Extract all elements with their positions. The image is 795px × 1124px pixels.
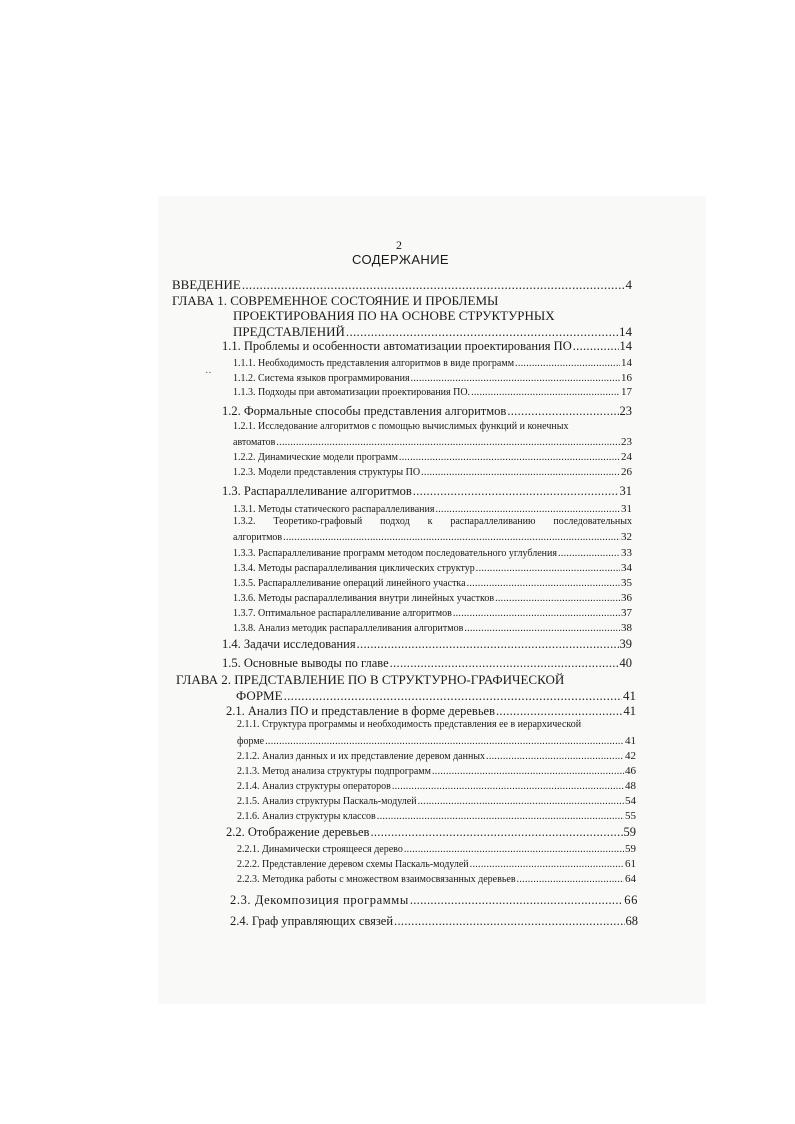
toc-subsection-1-1-2[interactable] xyxy=(233,372,632,384)
toc-entry-text: 1.2.2. Динамические модели программ xyxy=(233,452,398,463)
toc-page-number: 17 xyxy=(621,386,632,398)
toc-page-number: 16 xyxy=(621,372,632,384)
toc-entry-text: 1.1.2. Система языков программирования xyxy=(233,373,410,384)
toc-subsection-2-1-2[interactable] xyxy=(237,750,636,762)
toc-leader xyxy=(242,277,625,293)
toc-leader xyxy=(453,608,620,619)
toc-entry-text: 1.2.3. Модели представления структуры ПО xyxy=(233,467,421,478)
toc-page-number: 26 xyxy=(621,466,632,478)
toc-page-number: 41 xyxy=(623,688,636,703)
toc-leader xyxy=(410,893,623,908)
toc-entry-text: 2.1.6. Анализ структуры классов xyxy=(237,811,376,822)
toc-page-number: 4 xyxy=(625,277,632,292)
toc-page-number: 42 xyxy=(625,750,636,762)
toc-entry-text: 2.1. Анализ ПО и представление в форме деревьев xyxy=(226,704,495,718)
toc-subsection-2-1-6[interactable] xyxy=(237,810,636,822)
toc-page-number: 23 xyxy=(619,404,632,418)
toc-page-number: 36 xyxy=(621,592,632,604)
toc-subsection-2-2-1[interactable] xyxy=(237,843,636,855)
toc-subsection-1-3-4[interactable] xyxy=(233,562,632,574)
toc-leader xyxy=(411,373,620,384)
toc-subsection-2-1-1[interactable] xyxy=(237,735,636,747)
toc-entry-text: 2.2.1. Динамически строящееся дерево xyxy=(237,844,403,855)
toc-page-number: 31 xyxy=(619,484,632,498)
toc-page-number: 23 xyxy=(621,436,632,448)
toc-section-1-2[interactable] xyxy=(222,404,632,419)
toc-subsection-1-2-2[interactable] xyxy=(233,451,632,463)
toc-leader xyxy=(517,874,624,885)
toc-page-number: 39 xyxy=(619,637,632,651)
toc-chapter-2-line1[interactable]: ГЛАВА 2. ПРЕДСТАВЛЕНИЕ ПО В СТРУКТУРНО-ГРАФИЧЕСКОЙ xyxy=(176,672,565,687)
toc-entry-text: ПРЕДСТАВЛЕНИЙ xyxy=(233,324,345,339)
toc-page-number: 32 xyxy=(621,531,632,543)
toc-subsection-2-1-5[interactable] xyxy=(237,795,636,807)
toc-leader xyxy=(284,688,622,704)
toc-page-number: 54 xyxy=(625,795,636,807)
toc-entry-text: 1.3. Распараллеливание алгоритмов xyxy=(222,484,412,498)
toc-subsection-1-3-2-line1[interactable]: 1.3.2. Теоретико-графовый подход к распараллеливанию последовательных xyxy=(233,516,632,527)
toc-entry-text: 2.4. Граф управляющих связей xyxy=(230,914,394,928)
toc-leader xyxy=(265,736,624,747)
toc-entry-text: 1.1. Проблемы и особенности автоматизации проектирования ПО xyxy=(222,339,572,353)
toc-leader xyxy=(495,593,620,604)
toc-entry-text: 2.2.2. Представление деревом схемы Паскаль-модулей xyxy=(237,859,469,870)
toc-page-number: 24 xyxy=(621,451,632,463)
toc-page-number: 34 xyxy=(621,562,632,574)
toc-subsection-1-3-3[interactable] xyxy=(233,547,632,559)
toc-leader xyxy=(404,844,624,855)
toc-page-number: 59 xyxy=(625,843,636,855)
toc-entry-text: 2.1.3. Метод анализа структуры подпрограмм xyxy=(237,766,431,777)
toc-page-number: 61 xyxy=(625,858,636,870)
toc-leader xyxy=(390,656,619,671)
toc-leader xyxy=(470,859,624,870)
toc-entry-text: 1.3.6. Методы распараллеливания внутри линейных участков xyxy=(233,593,495,604)
toc-section-1-1[interactable] xyxy=(222,339,632,354)
toc-subsection-1-3-7[interactable] xyxy=(233,607,632,619)
toc-subsection-2-1-1-line1[interactable]: 2.1.1. Структура программы и необходимость представления ее в иерархической xyxy=(237,719,582,730)
page-number: 2 xyxy=(396,238,402,252)
toc-leader xyxy=(435,504,620,515)
toc-leader xyxy=(558,548,620,559)
toc-leader xyxy=(377,811,624,822)
toc-entry-text: 2.2.3. Методика работы с множеством взаимосвязанных деревьев xyxy=(237,874,516,885)
toc-leader xyxy=(573,339,619,354)
toc-leader xyxy=(464,623,620,634)
toc-page-number: 31 xyxy=(621,503,632,515)
toc-subsection-1-1-1[interactable] xyxy=(233,357,632,369)
toc-page-number: 41 xyxy=(623,704,636,718)
toc-page-number: 37 xyxy=(621,607,632,619)
toc-page-number: 40 xyxy=(619,656,632,670)
toc-entry-text: 1.3.3. Распараллеливание программ методом последовательного углубления xyxy=(233,548,557,559)
toc-entry-text: 2.3. Декомпозиция программы xyxy=(230,893,409,907)
toc-section-1-5[interactable] xyxy=(222,656,632,671)
toc-leader xyxy=(432,766,624,777)
toc-subsection-2-1-3[interactable] xyxy=(237,765,636,777)
toc-section-2-1[interactable] xyxy=(226,704,636,719)
toc-chapter-1[interactable] xyxy=(233,324,632,340)
toc-page-number: 35 xyxy=(621,577,632,589)
toc-leader xyxy=(486,751,624,762)
toc-section-2-2[interactable] xyxy=(226,825,636,840)
toc-entry-text: 1.1.1. Необходимость представления алгоритмов в виде программ xyxy=(233,358,515,369)
toc-leader xyxy=(507,404,618,419)
toc-page-number: 55 xyxy=(625,810,636,822)
toc-subsection-1-1-3[interactable] xyxy=(233,386,632,398)
toc-subsection-2-1-4[interactable] xyxy=(237,780,636,792)
toc-page-number: 48 xyxy=(625,780,636,792)
toc-page-number: 14 xyxy=(619,324,632,339)
toc-leader xyxy=(413,484,619,499)
toc-subsection-2-2-3[interactable] xyxy=(237,873,636,885)
toc-leader xyxy=(357,637,619,652)
toc-intro[interactable] xyxy=(172,277,632,293)
toc-entry-text: 2.1.4. Анализ структуры операторов xyxy=(237,781,391,792)
toc-entry-text: 1.1.3. Подходы при автоматизации проектирования ПО. xyxy=(233,387,471,398)
toc-chapter-1-line2[interactable]: ПРОЕКТИРОВАНИЯ ПО НА ОСНОВЕ СТРУКТУРНЫХ xyxy=(233,308,555,323)
toc-section-1-4[interactable] xyxy=(222,637,632,652)
toc-page-number: 68 xyxy=(625,914,638,928)
toc-entry-text: 1.3.1. Методы статического распараллеливания xyxy=(233,504,435,515)
toc-subsection-1-2-1-line1[interactable]: 1.2.1. Исследование алгоритмов с помощью вычислимых функций и конечных xyxy=(233,421,569,432)
toc-leader xyxy=(276,437,620,448)
toc-leader xyxy=(467,578,620,589)
toc-entry-text: 2.2. Отображение деревьев xyxy=(226,825,370,839)
toc-page-number: 33 xyxy=(621,547,632,559)
toc-chapter-1-line1[interactable]: ГЛАВА 1. СОВРЕМЕННОЕ СОСТОЯНИЕ И ПРОБЛЕМЫ xyxy=(172,293,499,308)
toc-entry-text: 1.2. Формальные способы представления алгоритмов xyxy=(222,404,507,418)
toc-subsection-1-3-2[interactable] xyxy=(233,531,632,543)
toc-page-number: 14 xyxy=(619,339,632,353)
toc-leader xyxy=(471,387,620,398)
page-title: СОДЕРЖАНИЕ xyxy=(352,252,450,267)
toc-entry-text: ФОРМЕ xyxy=(236,688,283,703)
toc-entry-text: 1.3.7. Оптимальное распараллеливание алгоритмов xyxy=(233,608,452,619)
toc-entry-text: ВВЕДЕНИЕ xyxy=(172,277,241,292)
toc-leader xyxy=(418,796,624,807)
toc-leader xyxy=(392,781,624,792)
toc-subsection-1-3-1[interactable] xyxy=(233,503,632,515)
toc-entry-text: 1.3.4. Методы распараллеливания циклических структур xyxy=(233,563,475,574)
toc-entry-text: алгоритмов xyxy=(233,532,283,543)
toc-section-1-3[interactable] xyxy=(222,484,632,499)
toc-subsection-2-2-2[interactable] xyxy=(237,858,636,870)
toc-section-2-3[interactable] xyxy=(230,893,638,908)
toc-subsection-1-3-8[interactable] xyxy=(233,622,632,634)
toc-entry-text: 1.3.5. Распараллеливание операций линейного участка xyxy=(233,578,466,589)
toc-leader xyxy=(421,467,620,478)
toc-entry-text: 1.3.8. Анализ методик распараллеливания алгоритмов xyxy=(233,623,464,634)
toc-leader xyxy=(370,825,622,840)
toc-chapter-2[interactable] xyxy=(236,688,636,704)
toc-entry-text: 1.4. Задачи исследования xyxy=(222,637,356,651)
toc-page-number: 14 xyxy=(621,357,632,369)
toc-page-number: 41 xyxy=(625,735,636,747)
toc-entry-text: автоматов xyxy=(233,437,276,448)
toc-subsection-1-3-5[interactable] xyxy=(233,577,632,589)
toc-page-number: 46 xyxy=(625,765,636,777)
toc-subsection-1-2-3[interactable] xyxy=(233,466,632,478)
toc-leader xyxy=(476,563,620,574)
toc-leader xyxy=(515,358,620,369)
toc-leader xyxy=(283,532,620,543)
toc-page-number: 38 xyxy=(621,622,632,634)
stray-marks: ·· xyxy=(205,368,212,379)
toc-subsection-1-2-1[interactable] xyxy=(233,436,632,448)
toc-leader xyxy=(496,704,623,719)
toc-entry-text: 1.5. Основные выводы по главе xyxy=(222,656,389,670)
toc-page-number: 66 xyxy=(624,893,638,907)
toc-entry-text: 2.1.2. Анализ данных и их представление деревом данных xyxy=(237,751,486,762)
toc-entry-text: 2.1.5. Анализ структуры Паскаль-модулей xyxy=(237,796,417,807)
toc-section-2-4[interactable] xyxy=(230,914,638,929)
toc-leader xyxy=(394,914,624,929)
toc-page-number: 64 xyxy=(625,873,636,885)
toc-leader xyxy=(399,452,620,463)
toc-subsection-1-3-6[interactable] xyxy=(233,592,632,604)
toc-page-number: 59 xyxy=(623,825,636,839)
toc-leader xyxy=(346,324,618,340)
toc-entry-text: форме xyxy=(237,736,265,747)
